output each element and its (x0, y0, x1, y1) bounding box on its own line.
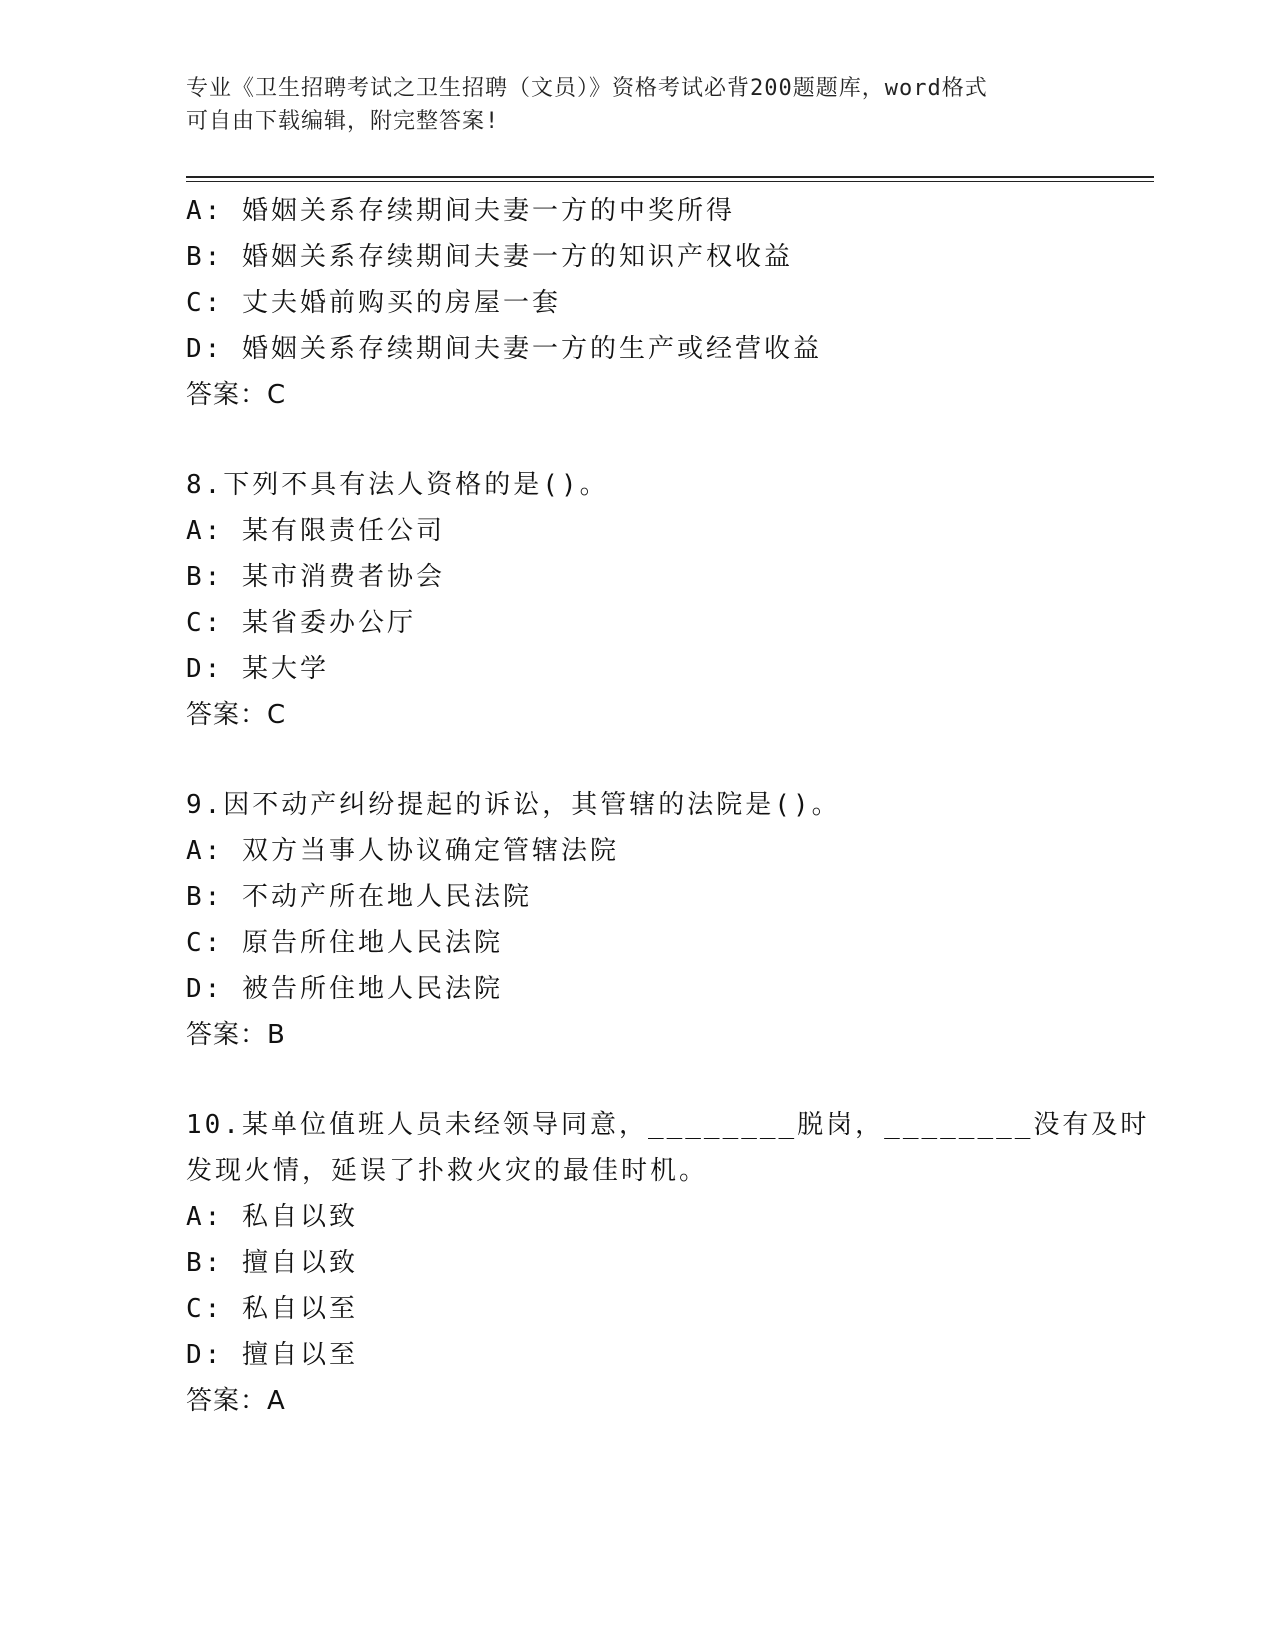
q8-answer: 答案：C (186, 700, 287, 730)
q9-option-d: D: 被告所住地人民法院 (186, 974, 503, 1004)
header-divider-thin (186, 181, 1154, 182)
question-7 (186, 188, 1126, 418)
q8-option-b: B: 某市消费者协会 (186, 562, 445, 592)
header-line-1: 专业《卫生招聘考试之卫生招聘（文员）》资格考试必背200题题库，word格式 (186, 76, 988, 101)
q7-option-c: C: 丈夫婚前购买的房屋一套 (186, 288, 561, 318)
q10-option-a: A: 私自以致 (186, 1202, 358, 1232)
q9-option-a: A: 双方当事人协议确定管辖法院 (186, 836, 619, 866)
q9-option-b: B: 不动产所在地人民法院 (186, 882, 532, 912)
spacer (186, 418, 1126, 462)
q10-stem-line-1: 10.某单位值班人员未经领导同意，________脱岗，________没有及时 (186, 1110, 1150, 1140)
q9-answer: 答案：B (186, 1020, 286, 1050)
q8-option-d: D: 某大学 (186, 654, 329, 684)
q9-option-c: C: 原告所住地人民法院 (186, 928, 503, 958)
question-9 (186, 782, 1126, 1058)
q8-option-c: C: 某省委办公厅 (186, 608, 416, 638)
question-list (186, 188, 1150, 1424)
q10-stem-line-2: 发现火情，延误了扑救火灾的最佳时机。 (186, 1156, 709, 1186)
question-10 (186, 1102, 1150, 1424)
header-divider-thick (186, 176, 1154, 178)
spacer (186, 738, 1126, 782)
q10-option-d: D: 擅自以至 (186, 1340, 358, 1370)
q7-option-d: D: 婚姻关系存续期间夫妻一方的生产或经营收益 (186, 334, 822, 364)
document-header (186, 72, 1066, 138)
q8-option-a: A: 某有限责任公司 (186, 516, 445, 546)
q7-answer: 答案：C (186, 380, 287, 410)
q7-option-b: B: 婚姻关系存续期间夫妻一方的知识产权收益 (186, 242, 793, 272)
q9-stem: 9.因不动产纠纷提起的诉讼，其管辖的法院是()。 (186, 790, 841, 820)
q7-option-a: A: 婚姻关系存续期间夫妻一方的中奖所得 (186, 196, 735, 226)
spacer (186, 1058, 1126, 1102)
q10-option-c: C: 私自以至 (186, 1294, 358, 1324)
question-8 (186, 462, 1126, 738)
q10-answer: 答案：A (186, 1386, 286, 1416)
q10-option-b: B: 擅自以致 (186, 1248, 358, 1278)
q8-stem: 8.下列不具有法人资格的是()。 (186, 470, 609, 500)
header-line-2: 可自由下载编辑，附完整答案! (186, 109, 500, 134)
